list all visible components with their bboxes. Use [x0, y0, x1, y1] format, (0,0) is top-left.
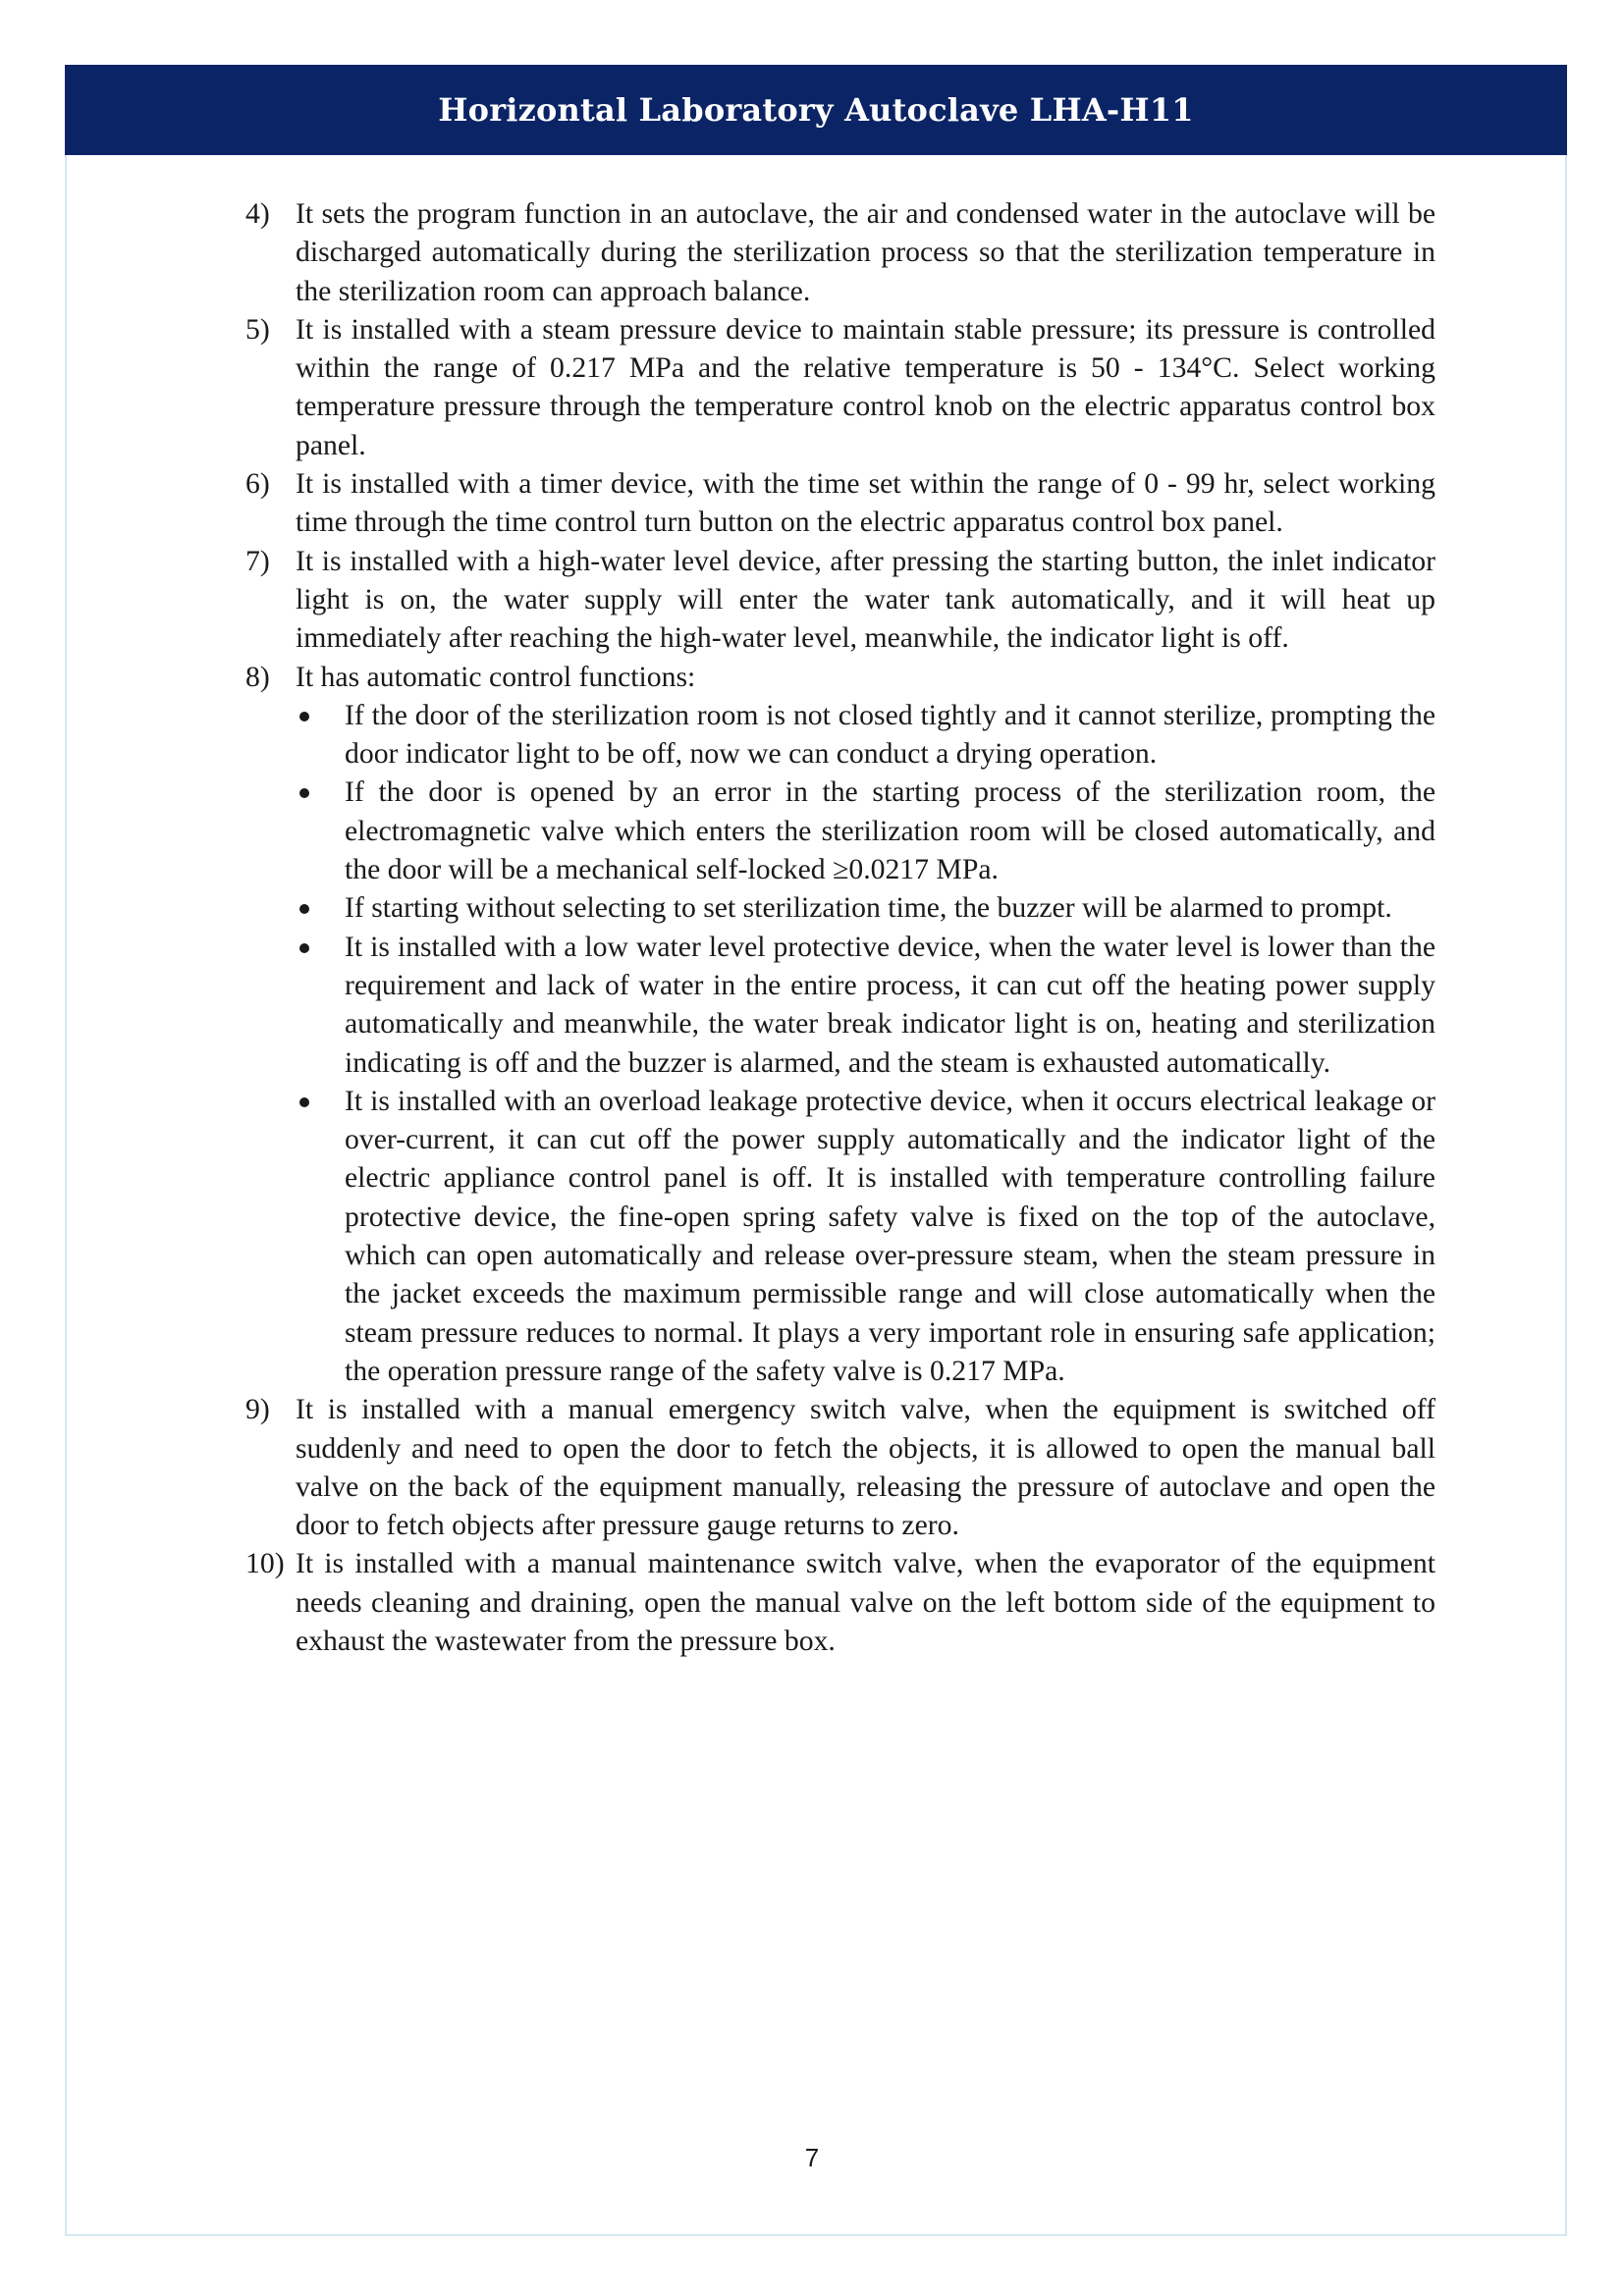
list-item-8 [245, 659, 1435, 1392]
list-item-number: 4) [245, 198, 270, 230]
list-item-text: It is installed with a manual maintenance switch valve, when the evaporator of the equipment needs cleaning and draining, open the manual valve on the left bottom side of the equipment to exhaust the wastewater from the pressure box. [296, 1548, 1435, 1657]
list-item-5 [245, 311, 1435, 465]
bullet-dot-icon [296, 697, 345, 774]
bullet-text: It is installed with an overload leakage protective device, when it occurs electrical leakage or over-current, it can cut off the power supply automatically and the indicator light of the electric appliance control panel is off. It is installed with temperature controlling failure protective device, the fine-open spring safety valve is fixed on the top of the autoclave, which can open automatically and release over-pressure steam, when the steam pressure in the jacket exceeds the maximum permissible range and will close automatically when the steam pressure reduces to normal. It plays a very important role in ensuring safe application; the operation pressure range of the safety valve is 0.217 MPa. [345, 1085, 1435, 1387]
bullet-text: It is installed with a low water level protective device, when the water level is lower than the requirement and lack of water in the entire process, it can cut off the heating power supply automatically and meanwhile, the water break indicator light is on, heating and sterilization indicating is off and the buzzer is alarmed, and the steam is exhausted automatically. [345, 931, 1435, 1079]
bullet-dot-icon [296, 774, 345, 889]
list-item-number: 9) [245, 1394, 270, 1426]
bullet-dot-icon [296, 1083, 345, 1391]
list-item-number: 6) [245, 468, 270, 501]
list-item-text: It is installed with a high-water level device, after pressing the starting button, the inlet indicator light is on, the water supply will enter the water tank automatically, and it will heat up immediately after reaching the high-water level, meanwhile, the indicator light is off. [296, 545, 1435, 655]
list-item-4 [245, 195, 1435, 311]
bullet-item [296, 929, 1435, 1083]
list-item-body [296, 659, 1435, 1392]
list-item-10 [245, 1545, 1435, 1661]
bullet-item [296, 1083, 1435, 1391]
list-item-text: It is installed with a steam pressure device to maintain stable pressure; its pressure is controlled within the range of 0.217 MPa and the relative temperature is 50 - 134°C. Select working temperature pressure through the temperature control knob on the electric apparatus control box panel. [296, 313, 1435, 461]
bullet-dot-icon [296, 929, 345, 1083]
list-item-7 [245, 543, 1435, 659]
list-item-text: It is installed with a manual emergency switch valve, when the equipment is switched off suddenly and need to open the door to fetch the objects, it is allowed to open the manual ball valve on the back of the equipment manually, releasing the pressure of autoclave and open the door to fetch objects after pressure gauge returns to zero. [296, 1394, 1435, 1542]
bullet-item [296, 889, 1435, 928]
list-item-number: 8) [245, 661, 270, 693]
list-item-9 [245, 1391, 1435, 1545]
document-body [245, 195, 1435, 1661]
document-header [65, 65, 1567, 155]
list-item-text: It has automatic control functions: [296, 661, 696, 693]
bullet-dot-icon [296, 889, 345, 928]
bullet-text: If the door is opened by an error in the starting process of the sterilization room, the electromagnetic valve which enters the sterilization room will be closed automatically, and the door will be a mechanical self-locked ≥0.0217 MPa. [345, 776, 1435, 886]
bullet-text: If the door of the sterilization room is not closed tightly and it cannot sterilize, prompting the door indicator light to be off, now we can conduct a drying operation. [345, 699, 1435, 771]
list-item-text: It sets the program function in an autoclave, the air and condensed water in the autoclave will be discharged automatically during the sterilization process so that the sterilization temperature in the sterilization room can approach balance. [296, 198, 1435, 307]
list-item-text: It is installed with a timer device, with the time set within the range of 0 - 99 hr, select working time through the time control turn button on the electric apparatus control box panel. [296, 468, 1435, 539]
list-item-number: 10) [245, 1548, 285, 1580]
bullet-list [296, 697, 1435, 1391]
bullet-text: If starting without selecting to set sterilization time, the buzzer will be alarmed to prompt. [345, 892, 1392, 925]
list-item-number: 7) [245, 545, 270, 577]
list-item-number: 5) [245, 313, 270, 346]
list-item-6 [245, 465, 1435, 543]
page-number: 7 [804, 2143, 820, 2172]
bullet-item [296, 697, 1435, 774]
bullet-item [296, 774, 1435, 889]
document-title: Horizontal Laboratory Autoclave LHA-H11 [438, 91, 1194, 129]
